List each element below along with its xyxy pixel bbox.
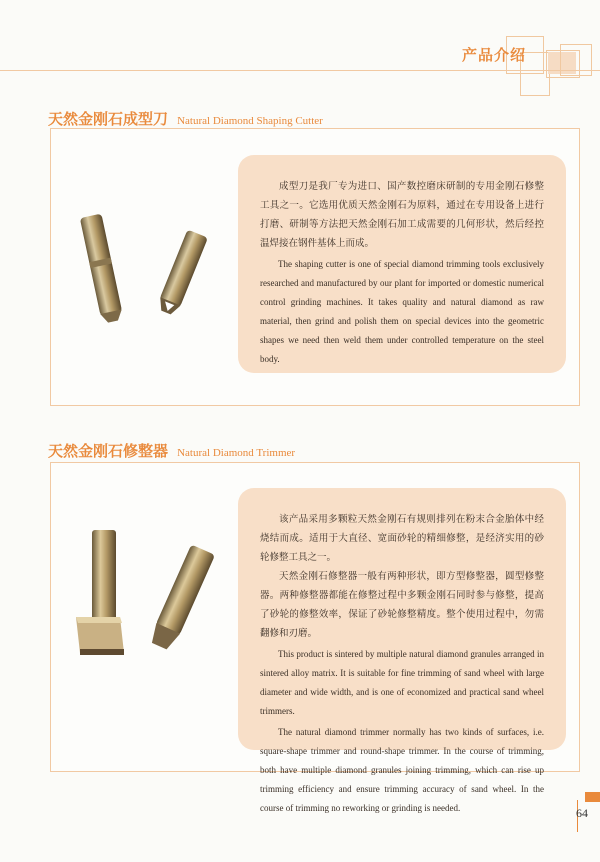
header-divider [0, 70, 600, 71]
description-cn: 该产品采用多颗粒天然金刚石有规则排列在粉末合金胎体中经烧结而成。适用于大直径、宽面砂轮的精细修整，是经济实用的砂轮修整工具之一。 [260, 514, 544, 563]
trimmer-round [148, 544, 215, 651]
description-en: This product is sintered by multiple natural diamond granules arranged in sintered alloy matrix. It is suitable for fine trimming of sand wheel with large diameter and wide width, and is one of economized and practical sand wheel trimmers. [260, 649, 544, 716]
page-section-title: 产品介绍 [462, 46, 527, 64]
section-title-cn: 天然金刚石成型刀 [48, 110, 169, 128]
trimmer-square [76, 530, 124, 655]
description-cn: 天然金刚石修整器一般有两种形状，即方型修整器，圆型修整器。两种修整器都能在修整过程中多颗金刚石同时参与修整，提高了砂轮的修整效率，保证了砂轮修整精度。整个使用过程中，勿需翻修和刃磨。 [260, 571, 544, 639]
section-title [48, 440, 295, 461]
description-box [238, 155, 566, 373]
cutter-short [156, 230, 208, 317]
shaping-cutter-image [70, 205, 210, 335]
section-title-en: Natural Diamond Trimmer [177, 447, 296, 459]
description-box [238, 488, 566, 813]
section-title-en: Natural Diamond Shaping Cutter [177, 115, 323, 127]
diamond-trimmer-image [62, 525, 222, 675]
page-number: 64 [576, 806, 588, 820]
description-en: The natural diamond trimmer normally has two kinds of surfaces, i.e. square-shape trimmer and round-shape trimmer. In the course of trimming, both have multiple diamond granules joining trimming, which can rise up trimming efficiency and ensure trimming accuracy of sand wheel. In the course of trimming no reworking or grinding is needed. [260, 727, 544, 813]
cutter-long [80, 214, 124, 324]
description-cn: 成型刀是我厂专为进口、国产数控磨床研制的专用金刚石修整工具之一。它选用优质天然金刚石为原料，通过在专用设备上进行打磨、研制等方法把天然金刚石加工成需要的几何形状，然后经控温焊接在钢件基体上而成。 [260, 181, 544, 249]
section-title [48, 108, 323, 129]
description-en: The shaping cutter is one of special diamond trimming tools exclusively researched and manufactured by our plant for imported or domestic numerical control grinding machines. It takes quality and natural diamond as raw material, then grind and polish them on special devices into the geometric shapes we need then weld them under controlled temperature on the steel body. [260, 259, 544, 364]
section-title-cn: 天然金刚石修整器 [48, 442, 169, 460]
header-decor-square [560, 44, 592, 76]
page-number-marker [585, 792, 600, 802]
